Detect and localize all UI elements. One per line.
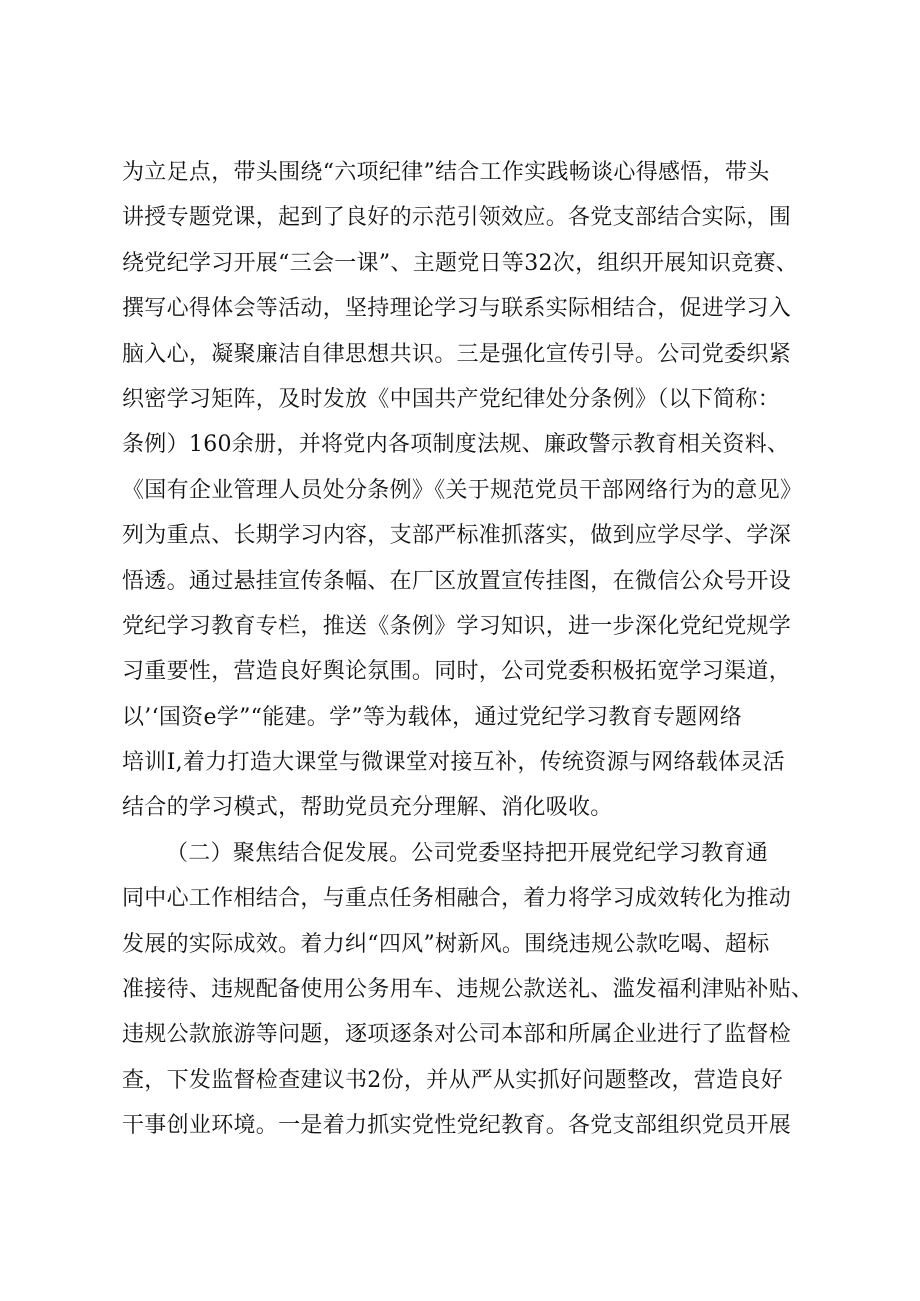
paragraph-1 <box>122 150 822 831</box>
text-line: 以’‘国资e学”“能建。学”等为载体，通过党纪学习教育专题网络 <box>122 704 743 730</box>
text-line: 织密学习矩阵，及时发放《中国共产党纪律处分条例》（以下简称： <box>122 386 781 412</box>
text-line: 绕党纪学习开展“三会一课”、主题党日等32次，组织开展知识竞赛、 <box>122 250 799 276</box>
text-line: 列为重点、长期学习内容，支部严标准抓落实，做到应学尽学、学深 <box>122 523 792 549</box>
text-line-indented: （二）聚焦结合促发展。公司党委坚持把开展党纪学习教育通 <box>166 840 769 866</box>
text-line: 为立足点，带头围绕“六项纪律”结合工作实践畅谈心得感悟，带头 <box>122 160 770 185</box>
text-line: 准接待、违规配备使用公务用车、违规公款送礼、滥发福利津贴补贴、 <box>122 977 814 1003</box>
text-line: 悟透。通过悬挂宣传条幅、在厂区放置宣传挂图，在微信公众号开设 <box>122 568 792 594</box>
text-line: 干事创业环境。一是着力抓实党性党纪教育。各党支部组织党员开展 <box>122 1113 792 1139</box>
text-line: 习重要性，营造良好舆论氛围。同时，公司党委积极拓宽学习渠道， <box>122 659 792 685</box>
text-line: 《国有企业管理人员处分条例》《关于规范党员干部网络行为的意见》 <box>122 477 803 503</box>
text-line: 培训I,着力打造大课堂与微课堂对接互补，传统资源与网络载体灵活 <box>122 750 785 776</box>
text-line: 条例）160余册，并将党内各项制度法规、廉政警示教育相关资料、 <box>122 432 790 458</box>
text-line: 违规公款旅游等问题，逐项逐条对公司本部和所属企业进行了监督检 <box>122 1022 792 1048</box>
text-line: 发展的实际成效。着力纠“四风”树新风。围绕违规公款吃喝、超标 <box>122 931 770 957</box>
text-line: 结合的学习模式，帮助党员充分理解、消化吸收。 <box>122 795 613 821</box>
paragraph-2 <box>122 831 822 1149</box>
body-text <box>122 150 822 1149</box>
text-line: 查，下发监督检查建议书2份，并从严从实抓好问题整改，营造良好 <box>122 1067 783 1093</box>
text-line: 党纪学习教育专栏，推送《条例》学习知识，进一步深化党纪党规学 <box>122 613 792 639</box>
text-line: 同中心工作相结合，与重点任务相融合，着力将学习成效转化为推动 <box>122 886 792 912</box>
text-line: 讲授专题党课，起到了良好的示范引领效应。各党支部结合实际，围 <box>122 205 792 231</box>
text-line: 撰写心得体会等活动，坚持理论学习与联系实际相结合，促进学习入 <box>122 296 792 322</box>
text-line: 脑入心，凝聚廉洁自律思想共识。三是强化宣传引导。公司党委织紧 <box>122 341 792 367</box>
